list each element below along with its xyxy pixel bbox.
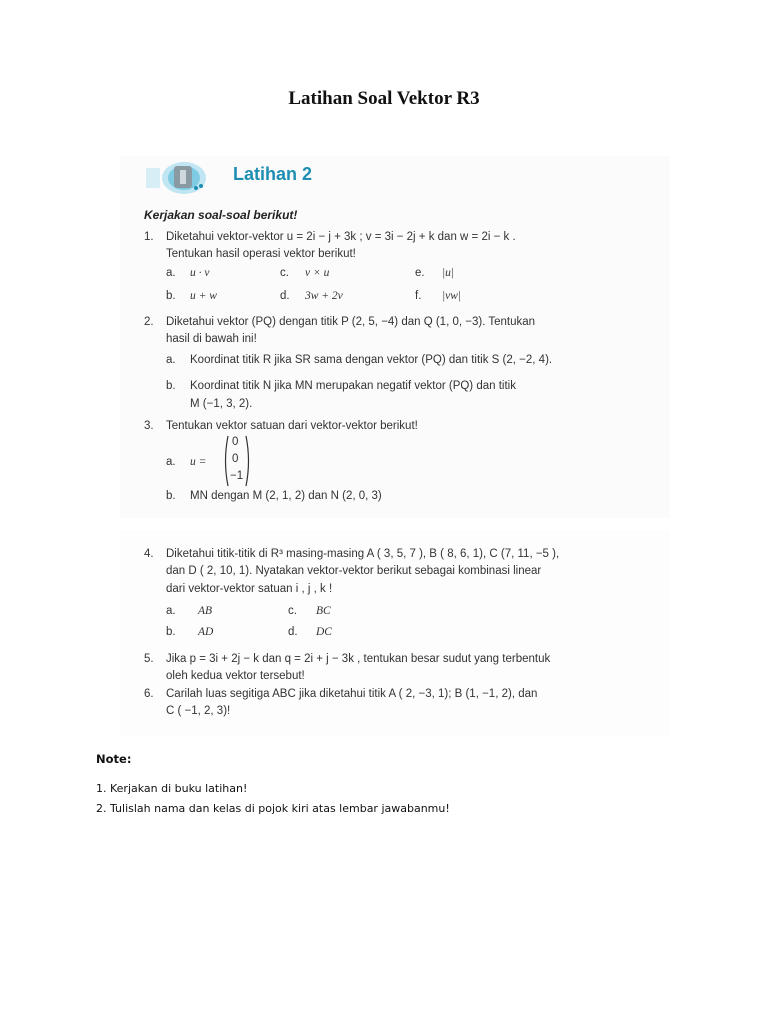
- q1-number: 1.: [144, 231, 154, 243]
- note-label: Note:: [96, 752, 132, 766]
- q4-opt-label: d.: [288, 626, 298, 638]
- q2a-text: Koordinat titik R jika SR sama dengan vektor (PQ) dan titik S (2, −2, 4).: [190, 354, 553, 366]
- q1-opt-text: |u|: [442, 267, 455, 279]
- q5-line2: oleh kedua vektor tersebut!: [166, 670, 305, 682]
- q3a-lhs: u =: [190, 456, 207, 468]
- matrix-cell: 0: [232, 436, 239, 448]
- matrix-cell: 0: [232, 453, 239, 465]
- q2-line2: hasil di bawah ini!: [166, 333, 257, 345]
- q1-opt-text: u · v: [190, 267, 210, 279]
- note-item: 2. Tulislah nama dan kelas di pojok kiri atas lembar jawabanmu!: [96, 802, 450, 815]
- q1-opt-label: d.: [280, 290, 290, 302]
- q6-line2: C ( −1, 2, 3)!: [166, 705, 231, 717]
- q4-opt-label: c.: [288, 605, 297, 617]
- q2-number: 2.: [144, 316, 154, 328]
- q4-opt-text: BC: [316, 605, 331, 617]
- q3b-text: MN dengan M (2, 1, 2) dan N (2, 0, 3): [190, 490, 382, 502]
- page-title: Latihan Soal Vektor R3: [288, 88, 480, 109]
- q2-line1: Diketahui vektor (PQ) dengan titik P (2, 5, −4) dan Q (1, 0, −3). Tentukan: [166, 316, 536, 328]
- q1-opt-text: u + w: [190, 290, 217, 302]
- q5-number: 5.: [144, 653, 154, 665]
- q4-line1: Diketahui titik-titik di R³ masing-masing A ( 3, 5, 7 ), B ( 8, 6, 1), C (7, 11, −5 ),: [166, 548, 560, 560]
- q1-opt-label: b.: [166, 290, 176, 302]
- q1-line2: Tentukan hasil operasi vektor berikut!: [166, 248, 356, 260]
- matrix-cell: −1: [230, 470, 244, 482]
- q4-opt-text: AD: [198, 626, 214, 638]
- q6-line1: Carilah luas segitiga ABC jika diketahui titik A ( 2, −3, 1); B (1, −1, 2), dan: [166, 688, 538, 700]
- q4-number: 4.: [144, 548, 154, 560]
- q4-opt-text: AB: [198, 605, 213, 617]
- q6-number: 6.: [144, 688, 154, 700]
- q1-opt-text: |vw|: [442, 290, 462, 302]
- q4-opt-text: DC: [316, 626, 332, 638]
- note-item: 1. Kerjakan di buku latihan!: [96, 782, 248, 795]
- latihan-badge-label: Latihan 2: [233, 164, 313, 184]
- q2b-text2: M (−1, 3, 2).: [190, 398, 253, 410]
- exercise-scan-top: [120, 156, 670, 518]
- q3-number: 3.: [144, 420, 154, 432]
- q4-opt-label: a.: [166, 605, 176, 617]
- q2b-label: b.: [166, 380, 176, 392]
- q4-line3: dari vektor-vektor satuan i , j , k !: [166, 583, 333, 595]
- exercise-scan-bottom: [120, 530, 670, 735]
- q1-line1: Diketahui vektor-vektor u = 2i − j + 3k ; v = 3i − 2j + k dan w = 2i − k .: [166, 231, 516, 243]
- q2a-label: a.: [166, 354, 176, 366]
- q1-opt-label: c.: [280, 267, 289, 279]
- q1-opt-label: a.: [166, 267, 176, 279]
- q3b-label: b.: [166, 490, 176, 502]
- q2b-text: Koordinat titik N jika MN merupakan negatif vektor (PQ) dan titik: [190, 380, 516, 392]
- q3-matrix: [222, 434, 252, 488]
- exercise-heading: Kerjakan soal-soal berikut!: [144, 208, 298, 222]
- q1-opt-label: e.: [415, 267, 425, 279]
- latihan-badge-icon: [144, 160, 206, 196]
- q5-line1: Jika p = 3i + 2j − k dan q = 2i + j − 3k , tentukan besar sudut yang terbentuk: [166, 653, 551, 665]
- q3-line1: Tentukan vektor satuan dari vektor-vektor berikut!: [166, 420, 418, 432]
- q1-opt-text: 3w + 2v: [305, 290, 343, 302]
- q1-opt-text: v × u: [305, 267, 330, 279]
- q3a-label: a.: [166, 456, 176, 468]
- q4-line2: dan D ( 2, 10, 1). Nyatakan vektor-vektor berikut sebagai kombinasi linear: [166, 565, 542, 577]
- q4-opt-label: b.: [166, 626, 176, 638]
- q1-opt-label: f.: [415, 290, 422, 302]
